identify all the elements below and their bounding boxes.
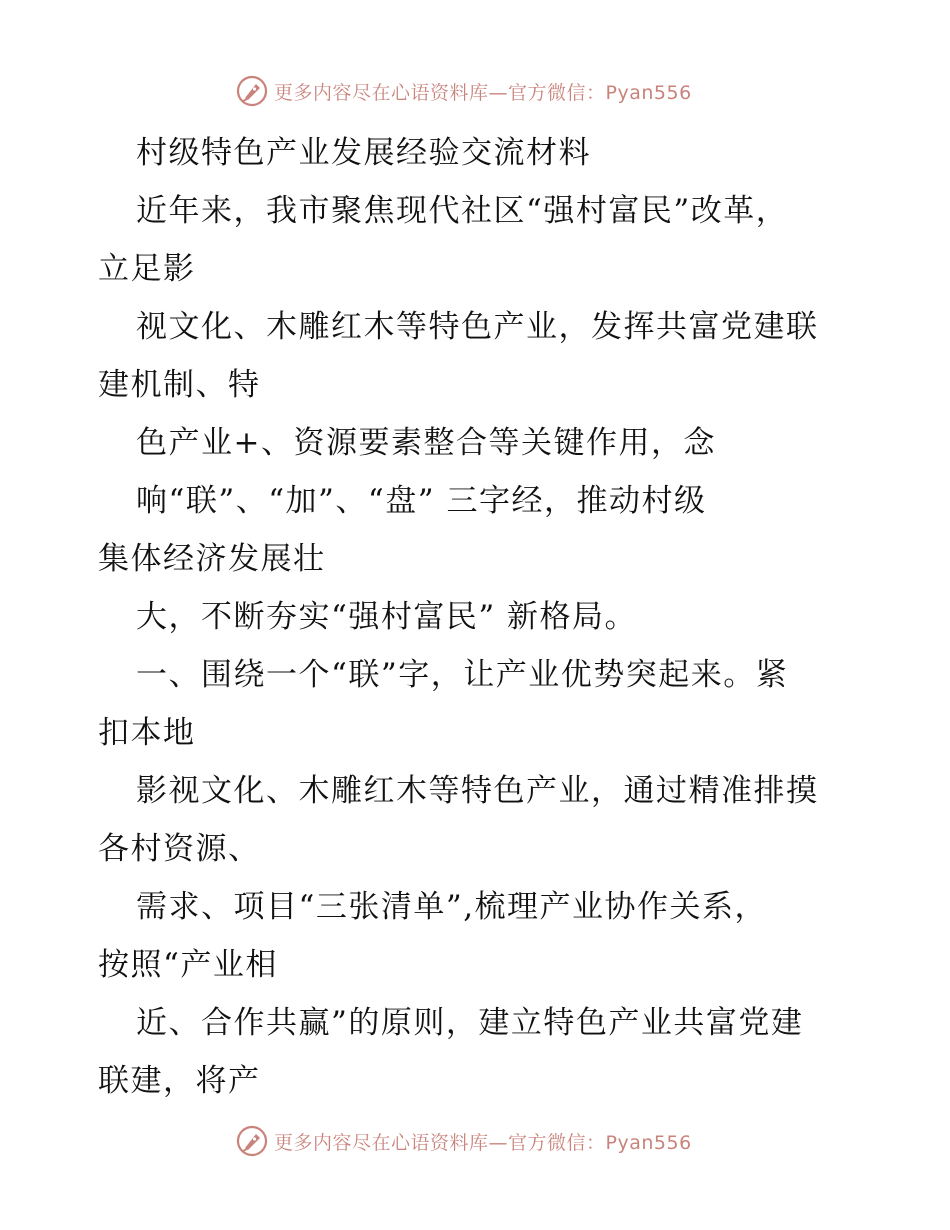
text-line: 近年来，我市聚焦现代社区“强村富民”改革， [136, 193, 789, 229]
text-line: 色产业+、资源要素整合等关键作用，念 [136, 425, 716, 461]
document-body [98, 124, 858, 1110]
text-line: 一、围绕一个“联”字，让产业优势突起来。紧 [136, 657, 789, 693]
text-line: 近、合作共赢”的原则，建立特色产业共富党建 [136, 1005, 804, 1041]
text-line: 需求、项目“三张清单”,梳理产业协作关系， [136, 889, 768, 925]
footer-watermark [236, 1124, 692, 1158]
text-line: 影视文化、木雕红木等特色产业，通过精准排摸 [136, 773, 819, 809]
text-line: 村级特色产业发展经验交流材料 [136, 135, 591, 171]
watermark-text: 更多内容尽在心语资料库—官方微信：Pyan556 [274, 81, 692, 104]
text-line: 联建，将产 [98, 1063, 261, 1099]
text-line: 扣本地 [98, 715, 196, 751]
text-line: 视文化、木雕红木等特色产业，发挥共富党建联 [136, 309, 819, 345]
text-line: 集体经济发展壮 [98, 541, 326, 577]
text-line: 响“联”、“加”、“盘” 三字经，推动村级 [136, 483, 707, 519]
pen-nib-logo-icon [236, 75, 268, 107]
text-line: 立足影 [98, 251, 196, 287]
text-line: 按照“产业相 [98, 947, 278, 983]
pen-nib-logo-icon [236, 1125, 268, 1157]
watermark-text: 更多内容尽在心语资料库—官方微信：Pyan556 [274, 1131, 692, 1154]
text-line: 大，不断夯实“强村富民” 新格局。 [136, 599, 638, 635]
text-line: 建机制、特 [98, 367, 261, 403]
text-line: 各村资源、 [98, 831, 261, 867]
header-watermark [236, 74, 692, 108]
